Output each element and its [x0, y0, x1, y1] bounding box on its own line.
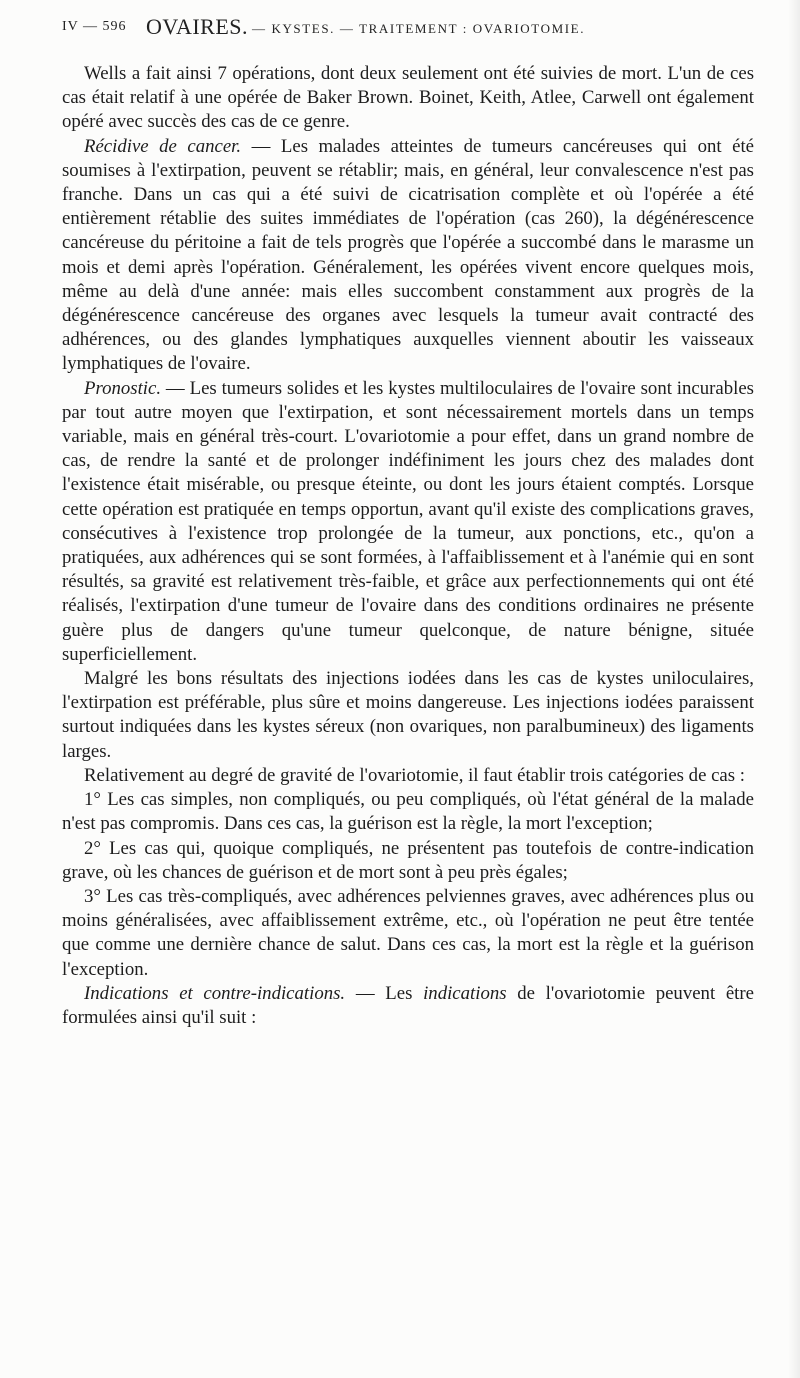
paragraph-pronostic: Pronostic. — Les tumeurs solides et les kystes multiloculaires de l'ovaire sont incurables par tout autre moyen que l'extirpation, et sont nécessairement mortels dans un temps variable, mais en général très-court. L'ovariotomie a pour effet, dans un grand nombre de cas, de rendre la santé et de prolonger indéfiniment les jours chez des malades dont l'existence était misérable, ou presque éteinte, ou dont les jours étaient comptés. Lorsque cette opération est pratiquée en temps opportun, avant qu'il existe des complications graves, consécutives à l'existence trop prolongée de la tumeur, aux ponctions, etc., qu'on a pratiquées, aux adhérences qui se sont formées, à l'affaiblissement et à l'anémie qui en sont résultés, sa gravité est relativement très-faible, et grâce aux perfectionnements qui ont été réalisés, l'extirpation d'une tumeur de l'ovaire dans des conditions ordinaires ne présente guère plus de dangers qu'une tumeur quelconque, de nature bénigne, située superficiellement.	[62, 377, 754, 665]
heading-pronostic: Pronostic.	[84, 377, 162, 399]
paragraph-recidive: Récidive de cancer. — Les malades atteintes de tumeurs cancéreuses qui ont été soumises à l'extirpation, peuvent se rétablir; mais, en général, leur convalescence n'est pas franche. Dans un cas qui a été suivi de cicatrisation complète et où l'opérée a été entièrement rétablie des suites immédiates de l'opération (cas 260), la dégénérescence cancéreuse du péritoine a fait de tels progrès que l'opérée a succombé dans le marasme un mois et demi après l'opération. Généralement, les opérées vivent encore quelques mois, même au delà d'une année: mais elles succombent constamment aux progrès de la dégénérescence cancéreuse des organes avec lesquels la tumeur avait contracté des adhérences, ou des glandes lymphatiques auxquelles viennent aboutir les vaisseaux lymphatiques de l'ovaire.	[62, 135, 754, 375]
list-item-1: 1° Les cas simples, non compliqués, ou peu compliqués, où l'état général de la malade n'est pas compromis. Dans ces cas, la guérison est la règle, la mort l'exception;	[62, 789, 754, 835]
page-edge-shadow	[788, 0, 800, 1378]
heading-recidive: Récidive de cancer.	[84, 135, 242, 157]
list-item-2: 2° Les cas qui, quoique compliqués, ne présentent pas toutefois de contre-indication grave, où les chances de guérison et de mort sont à peu près égales;	[62, 837, 754, 883]
paragraph-indications: Indications et contre-indications. — Les indications de l'ovariotomie peuvent être formulées ainsi qu'il suit :	[62, 982, 754, 1028]
paragraph-injections: Malgré les bons résultats des injections iodées dans les cas de kystes uniloculaires, l'extirpation est préférable, plus sûre et moins dangereuse. Les injections iodées paraissent surtout indiquées dans les kystes séreux (non ovariques, non paralbumineux) des ligaments larges.	[62, 668, 754, 762]
list-item-3: 3° Les cas très-compliqués, avec adhérences pelviennes graves, avec adhérences plus ou moins généralisées, avec affaiblissement extrême, etc., où l'opération ne peut être tentée que comme une dernière chance de salut. Dans ces cas, la mort est la règle et la guérison l'exception.	[62, 885, 754, 980]
paragraph-categories: Relativement au degré de gravité de l'ovariotomie, il faut établir trois catégories de cas :	[84, 764, 745, 786]
paragraph-wells: Wells a fait ainsi 7 opérations, dont deux seulement ont été suivies de mort. L'un de ces cas était relatif à une opérée de Baker Brown. Boinet, Keith, Atlee, Carwell ont également opéré avec succès des cas de ce genre.	[62, 63, 754, 133]
chapter-title: OVAIRES.	[146, 14, 249, 39]
section-subtitle: — KYSTES. — TRAITEMENT : OVARIOTOMIE.	[252, 21, 586, 36]
page-number: IV — 596	[62, 19, 127, 34]
running-header	[62, 14, 752, 44]
heading-indications: Indications et contre-indications.	[84, 982, 346, 1004]
page-body	[62, 62, 754, 1030]
